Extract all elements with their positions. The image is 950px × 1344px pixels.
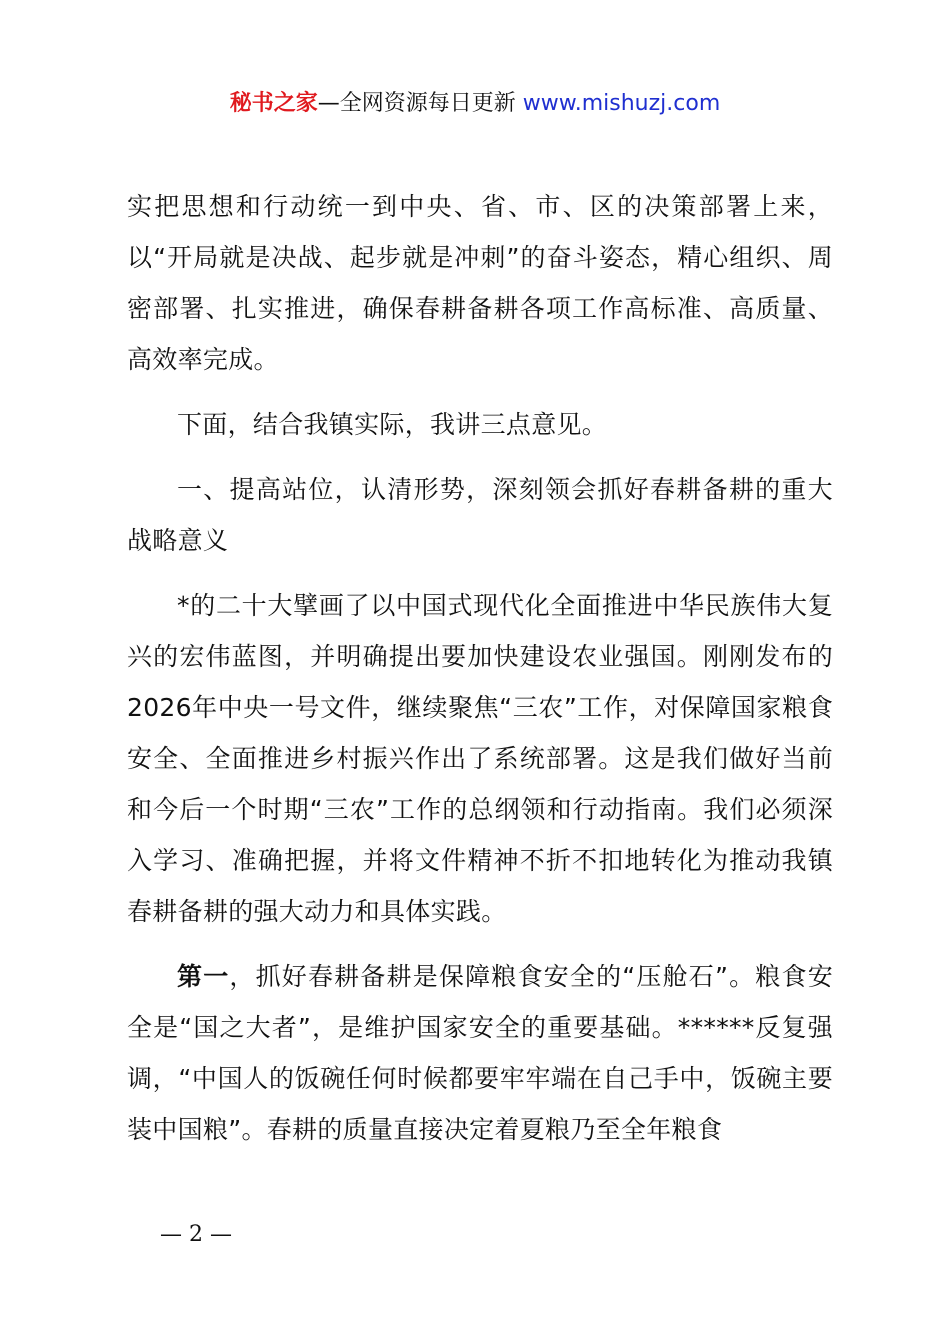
page-number: — 2 — <box>160 1222 232 1247</box>
paragraph-continuation: 实把思想和行动统一到中央、省、市、区的决策部署上来，以“开局就是决战、起步就是冲刺”的奋斗姿态，精心组织、周密部署、扎实推进，确保春耕备耕各项工作高标准、高质量、高效率完成。 <box>127 192 833 374</box>
brand-name: 秘书之家 <box>229 91 318 116</box>
document-body <box>127 181 833 1169</box>
paragraph-body: *的二十大擘画了以中国式现代化全面推进中华民族伟大复兴的宏伟蓝图，并明确提出要加快建设农业强国。刚刚发布的2026年中央一号文件，继续聚焦“三农”工作，对保障国家粮食安全、全面推进乡村振兴作出了系统部署。这是我们做好当前和今后一个时期“三农”工作的总纲领和行动指南。我们必须深入学习、准确把握，并将文件精神不折不扣地转化为推动我镇春耕备耕的强大动力和具体实践。 <box>127 591 833 926</box>
site-banner <box>0 88 950 120</box>
section-heading: 一、提高站位，认清形势，深刻领会抓好春耕备耕的重大战略意义 <box>127 475 833 555</box>
banner-tagline: —全网资源每日更新 <box>317 91 523 116</box>
point-lead: 第一 <box>177 962 230 991</box>
point-text: ，抓好春耕备耕是保障粮食安全的“压舱石”。粮食安全是“国之大者”，是维护国家安全的重要基础。******反复强调，“中国人的饭碗任何时候都要牢牢端在自己手中，饭碗主要装中国粮”。春耕的质量直接决定着夏粮乃至全年粮食 <box>127 962 833 1144</box>
paragraph-intro: 下面，结合我镇实际，我讲三点意见。 <box>177 410 608 439</box>
site-url-link[interactable]: www.mishuzj.com <box>522 91 721 116</box>
paragraph-first-point <box>127 951 833 1155</box>
